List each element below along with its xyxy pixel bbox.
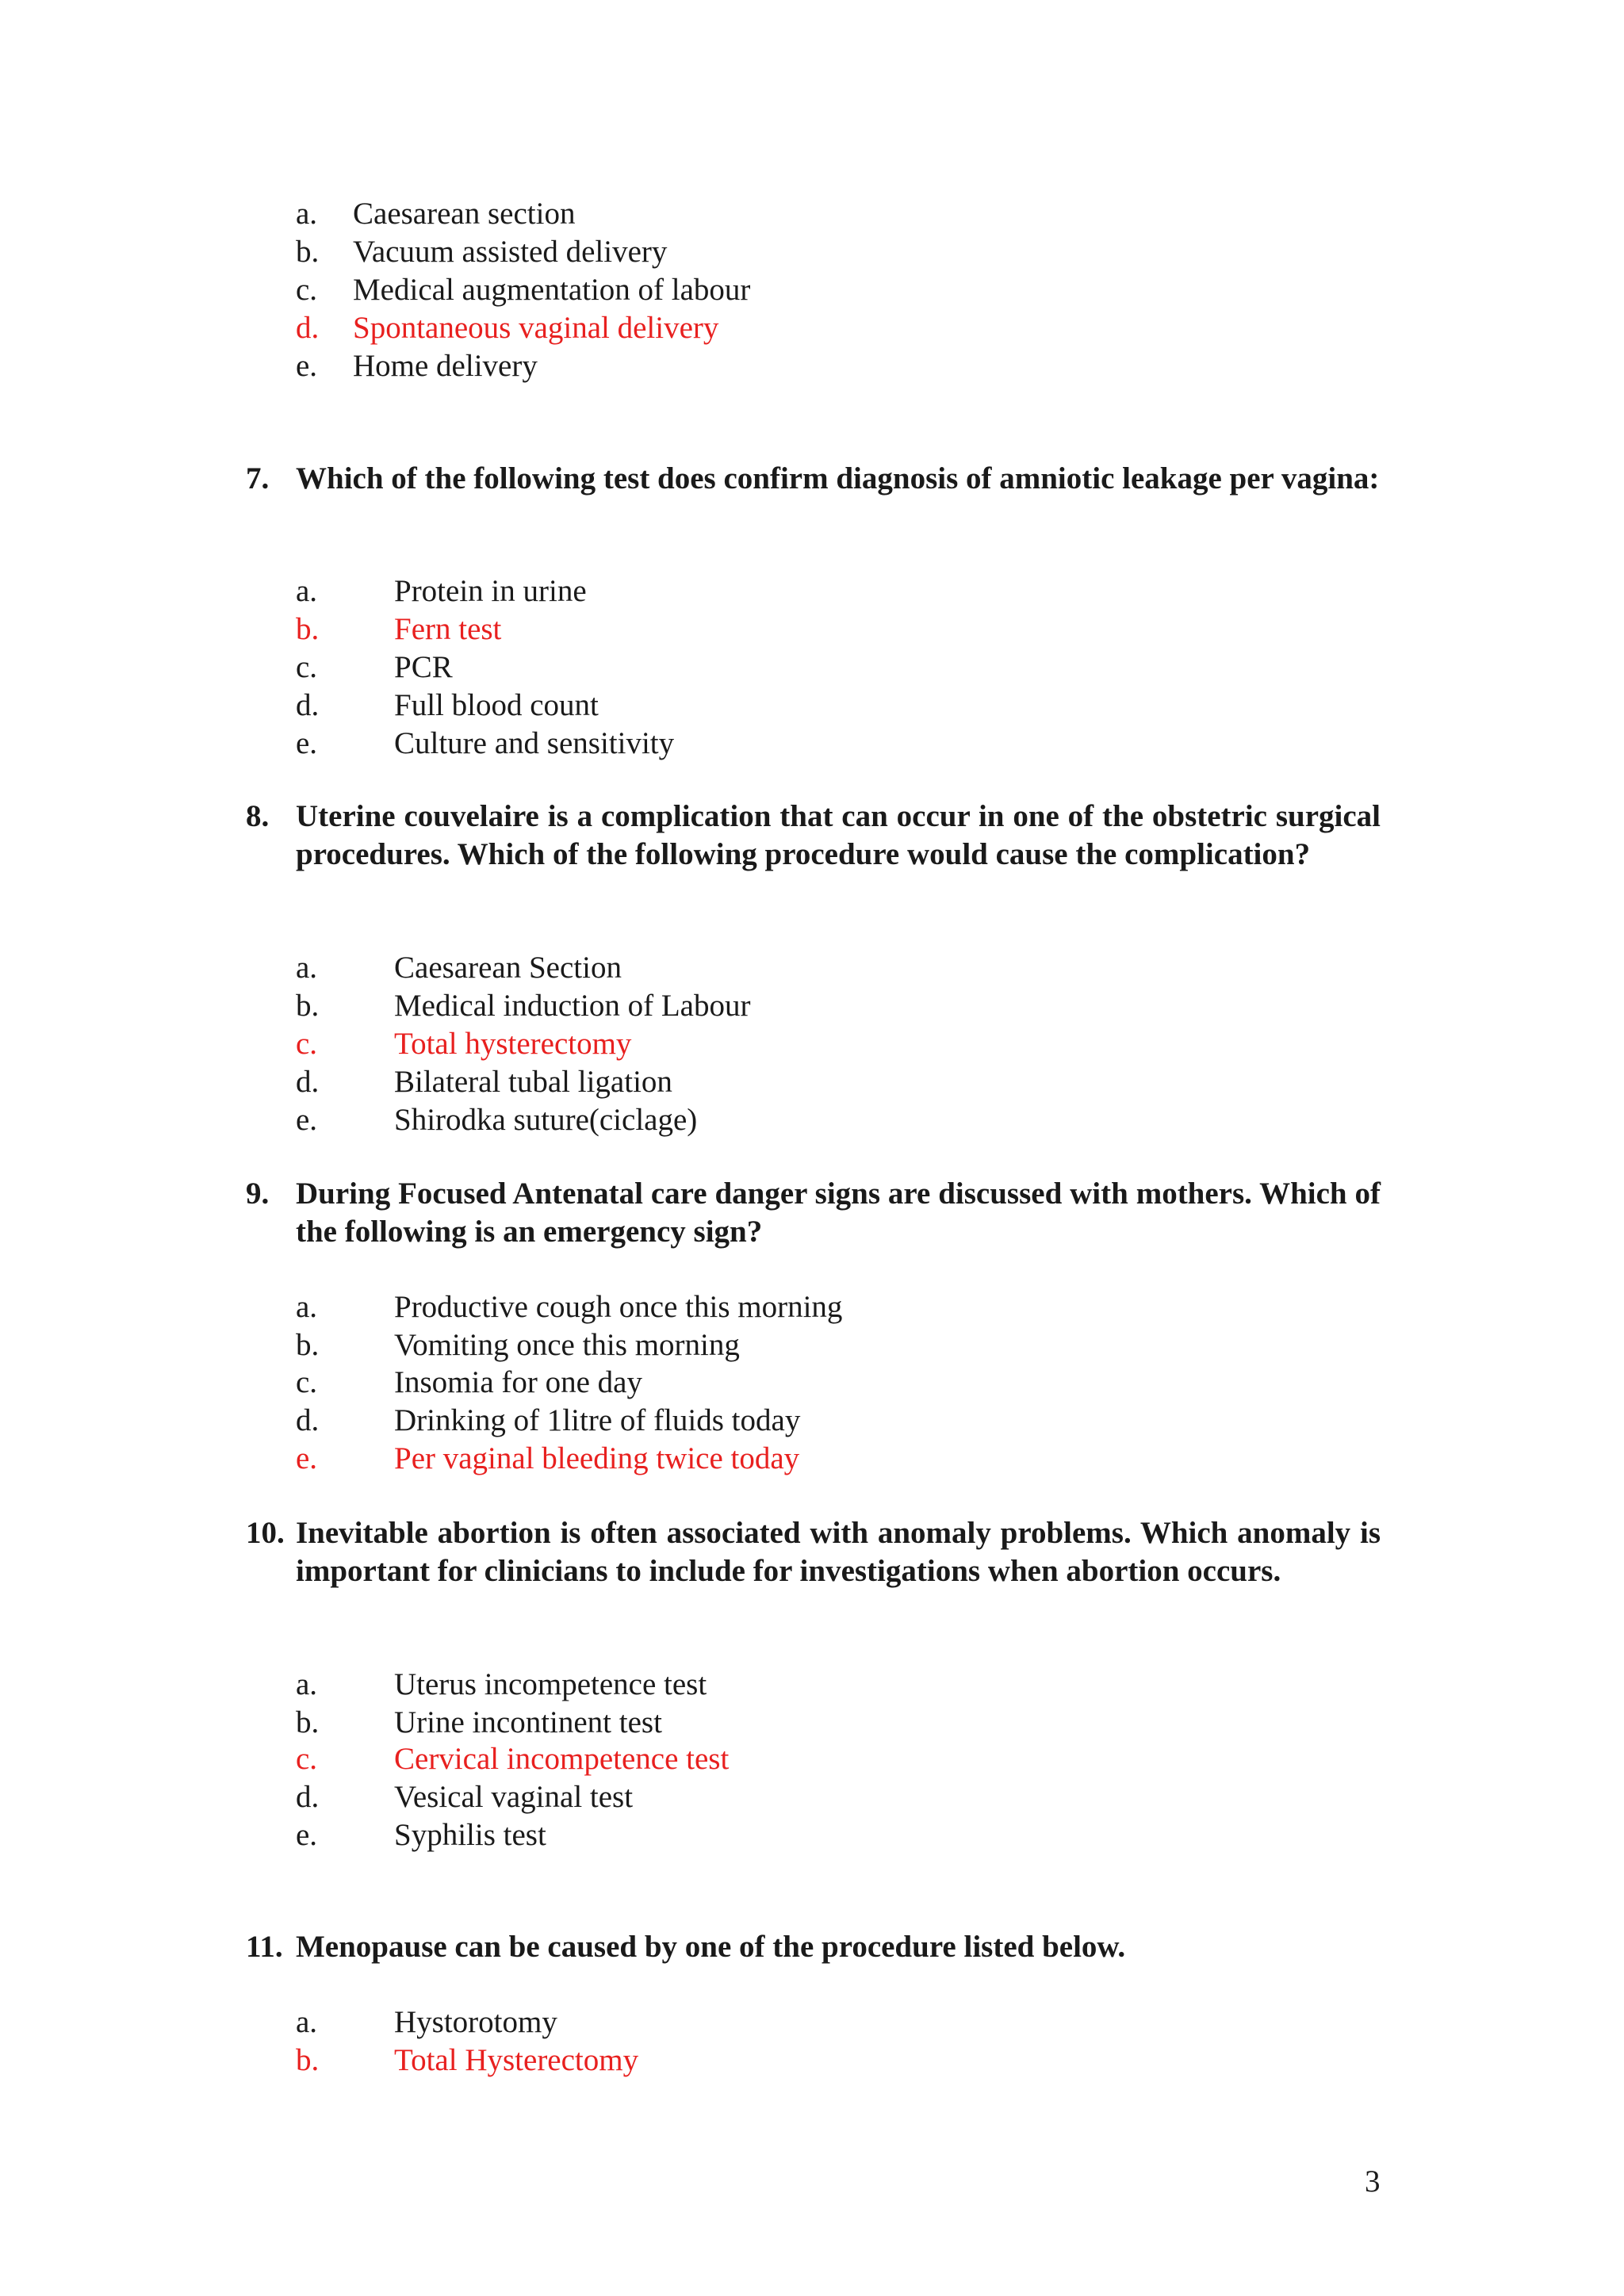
question-number: 7. [246,461,270,496]
option-letter: c. [296,1365,318,1399]
question-number: 8. [246,799,270,833]
question-text: Menopause can be caused by one of the procedure listed below. [296,1930,1126,1964]
question-text: Inevitable abortion is often associated with anomaly problems. Which anomaly is important for clinicians to include for investigations when abortion occurs. [296,1516,1381,1588]
correct-option-text: Cervical incompetence test [394,1742,730,1776]
option-text: Syphilis test [394,1818,546,1852]
option-letter: e. [296,349,318,383]
option-text: Urine incontinent test [394,1705,662,1739]
option-letter: a. [296,1290,318,1324]
option-letter: b. [296,235,320,269]
option-text: Vomiting once this morning [394,1328,740,1362]
option-text: Shirodka suture(ciclage) [394,1103,698,1137]
question-8 [246,798,1381,874]
option-letter: e. [296,1103,318,1137]
option-text: Insomia for one day [394,1365,642,1399]
option-letter: a. [296,197,318,231]
option-text: Uterus incompetence test [394,1667,707,1701]
correct-option-letter: b. [296,2043,320,2077]
correct-option-letter: d. [296,311,320,345]
option-text: Protein in urine [394,574,587,608]
option-letter: d. [296,1065,320,1099]
option-letter: a. [296,951,318,985]
option-text: Vesical vaginal test [394,1780,634,1814]
option-letter: a. [296,1667,318,1701]
option-text: Hystorotomy [394,2005,557,2039]
option-text: Medical induction of Labour [394,989,751,1023]
correct-option-letter: c. [296,1027,318,1061]
option-text: Caesarean section [353,197,576,231]
option-text: Culture and sensitivity [394,726,675,760]
question-11 [246,1928,1381,1966]
option-text: Full blood count [394,688,599,722]
correct-option-text: Spontaneous vaginal delivery [353,311,719,345]
option-text: PCR [394,650,453,684]
question-number: 10. [246,1516,285,1550]
question-text: During Focused Antenatal care danger signs are discussed with mothers. Which of the following is an emergency sign? [296,1177,1381,1249]
question-9 [246,1175,1381,1251]
option-letter: b. [296,989,320,1023]
question-number: 11. [246,1930,283,1964]
option-letter: d. [296,688,320,722]
option-text: Productive cough once this morning [394,1290,843,1324]
question-7 [246,460,1381,498]
option-letter: e. [296,726,318,760]
correct-option-letter: e. [296,1441,318,1475]
option-letter: b. [296,1328,320,1362]
option-text: Bilateral tubal ligation [394,1065,672,1099]
question-text: Uterine couvelaire is a complication that can occur in one of the obstetric surgical procedures. Which of the following procedure would cause the complication? [296,799,1381,871]
option-letter: e. [296,1818,318,1852]
option-letter: d. [296,1403,320,1437]
correct-option-text: Total hysterectomy [394,1027,632,1061]
option-letter: d. [296,1780,320,1814]
correct-option-letter: b. [296,612,320,646]
option-letter: c. [296,650,318,684]
question-text: Which of the following test does confirm diagnosis of amniotic leakage per vagina: [296,461,1380,496]
correct-option-text: Per vaginal bleeding twice today [394,1441,800,1475]
option-text: Drinking of 1litre of fluids today [394,1403,801,1437]
option-text: Vacuum assisted delivery [353,235,668,269]
option-letter: a. [296,2005,318,2039]
option-letter: b. [296,1705,320,1739]
page-number: 3 [1365,2164,1381,2198]
correct-option-text: Total Hysterectomy [394,2043,639,2077]
option-text: Medical augmentation of labour [353,273,751,307]
correct-option-text: Fern test [394,612,502,646]
question-10 [246,1514,1381,1590]
option-letter: a. [296,574,318,608]
option-letter: c. [296,273,318,307]
correct-option-letter: c. [296,1742,318,1776]
option-text: Caesarean Section [394,951,622,985]
question-number: 9. [246,1177,270,1211]
option-text: Home delivery [353,349,538,383]
